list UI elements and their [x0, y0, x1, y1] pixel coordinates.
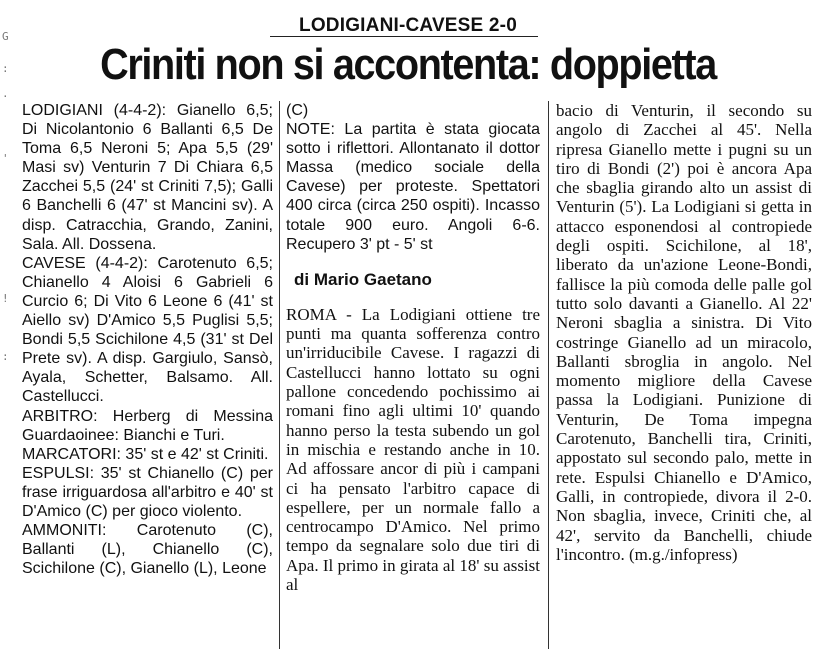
margin-mark: :	[2, 350, 9, 363]
margin-mark: :	[2, 62, 9, 75]
kicker-underline	[270, 36, 538, 37]
column-divider	[279, 101, 280, 649]
margin-mark: '	[2, 152, 9, 165]
article-kicker: LODIGIANI-CAVESE 2-0	[299, 15, 517, 36]
scorers-info: MARCATORI: 35' st e 42' st Criniti.	[22, 445, 269, 463]
article-body-continued: bacio di Venturin, il secondo su angolo di Zacchei al 45'. Nella ripresa Gianello mette i pugni su un tiro di Bondi (2') poi è ancora Apa che sbaglia girando alto un assist di Venturin (5'). La Lodigiani si getta in attacco esponendosi al contropiede degli ospiti. Scichilone, al 18', liberato da un'azione Leone-Bondi, fallisce la più comoda delle palle gol tutto solo davanti a Gianello. Al 22' Neroni sbaglia a sinistra. Di Vito costringe Gianello ad un miracolo, Ballanti sbroglia in angolo. Nel momento migliore della Cavese passa la Lodigiani. Punizione di Venturin, De Toma impegna Carotenuto, Banchelli tira, Criniti, appostato sul secondo palo, mette in rete. Espulsi Chianello e D'Amico, Galli, in contropiede, divora il 2-0. Non sbaglia, invece, Criniti che, al 42', servito da Banchelli, chiude l'incontro. (m.g./infopress)	[556, 101, 812, 564]
column-divider	[548, 101, 549, 649]
match-notes: NOTE: La partita è stata giocata sotto i riflettori. Allontanato il dottor Massa (medico sociale della Cavese) per proteste. Spettatori 400 circa (circa 250 ospiti). Incasso totale 900 euro. Angoli 6-6. Recupero 3' pt - 5' st	[286, 121, 540, 253]
lineup-column	[22, 101, 273, 578]
booked-info: AMMONITI: Carotenuto (C), Ballanti (L), Chianello (C), Scichilone (C), Gianello (L), Leone	[22, 522, 273, 578]
booked-continuation: (C)	[286, 102, 309, 119]
article-body-start: ROMA - La Lodigiani ottiene tre punti ma quanta sofferenza contro un'irriducibile Cavese. I ragazzi di Castellucci hanno lottato su ogni pallone concedendo pochissimo ai romani fino agli ultimi 10' quando hanno perso la testa subendo un gol in mischia e restando anche in 10. Ad affossare ancor di più i campani ci ha pensato l'arbitro capace di espellere, per un normale fallo a centrocampo D'Amico. Nel primo tempo da segnalare solo due tiri di Apa. Il primo in girata al 18' su assist al	[286, 304, 540, 594]
margin-mark: ·	[2, 90, 9, 103]
notes-article-column	[286, 101, 540, 594]
referee-info: ARBITRO: Herberg di Messina Guardaoinee: Bianchi e Turi.	[22, 407, 273, 444]
sent-off-info: ESPULSI: 35' st Chianello (C) per frase irriguardosa all'arbitro e 40' st D'Amico (C) per gioco violento.	[22, 464, 273, 520]
cavese-lineup: CAVESE (4-4-2): Carotenuto 6,5; Chianello 4 Aloisi 6 Gabrieli 6 Curcio 6; Di Vito 6 Leone 6 (41' st Aiello sv) D'Amico 5,5 Puglisi 5,5; Bondi 5,5 Scichilone 4,5 (31' st Del Prete sv). A disp. Gargiulo, Sansò, Ayala, Schetter, Balsamo. All. Castellucci.	[22, 254, 273, 406]
lodigiani-lineup: LODIGIANI (4-4-2): Gianello 6,5; Di Nicolantonio 6 Ballanti 6,5 De Toma 6,5 Neroni 5; Apa 5,5 (29' Masi sv) Venturin 7 Di Chiara 6,5 Zacchei 5,5 (24' st Criniti 7,5); Galli 6 Banchelli 6 (47' st Mancini sv). A disp. Catracchia, Grando, Zanini, Sala. All. Dossena.	[22, 102, 273, 253]
article-column	[556, 101, 812, 564]
margin-mark: G	[2, 30, 9, 43]
margin-mark: !	[2, 292, 9, 305]
article-headline: Criniti non si accontenta: doppietta	[100, 40, 716, 89]
byline: di Mario Gaetano	[294, 269, 432, 289]
